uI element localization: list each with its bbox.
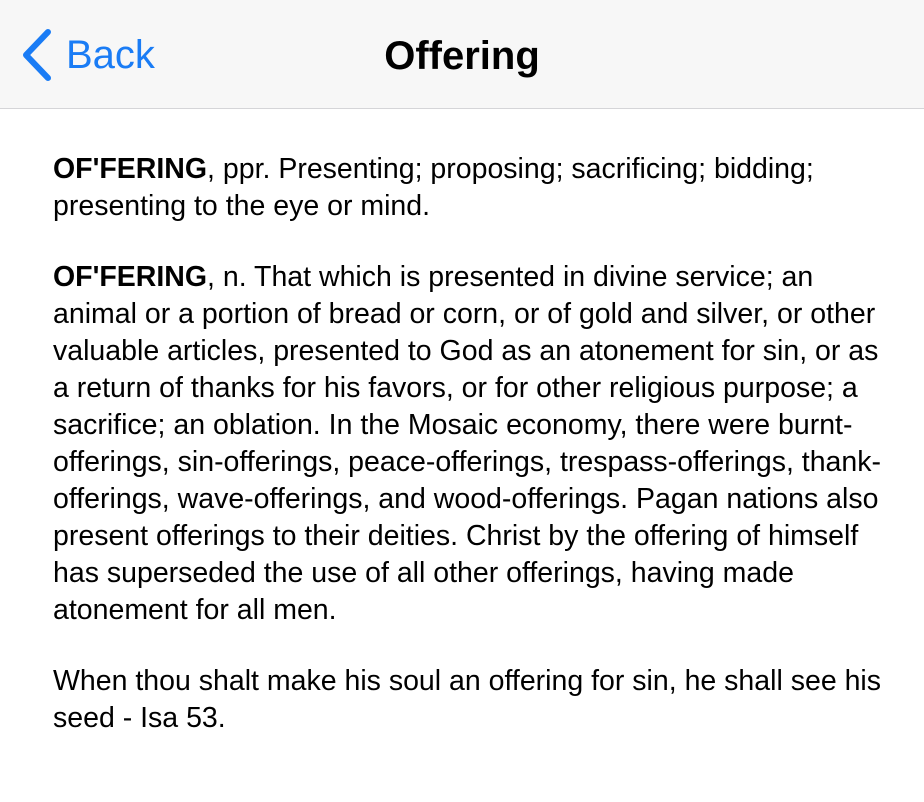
- definition-text: , n. That which is presented in divine service; an animal or a portion of bread or corn, or of gold and silver, or other valuable articles, presented to God as an atonement for sin, or as a return of thanks for his favors, or for other religious purpose; a sacrifice; an oblation. In the Mosaic economy, there were burnt-offerings, sin-offerings, peace-offerings, trespass-offerings, thank-offerings, wave-offerings, and wood-offerings. Pagan nations also present offerings to their deities. Christ by the offering of himself has superseded the use of all other offerings, having made atonement for all men.: [53, 261, 882, 626]
- navigation-bar: [0, 0, 924, 109]
- scripture-quote: When thou shalt make his soul an offering for sin, he shall see his seed - Isa 53.: [53, 665, 882, 734]
- definition-content: [53, 151, 883, 771]
- definition-entry-noun: [53, 259, 883, 629]
- definition-text: , ppr. Presenting; proposing; sacrificing; bidding; presenting to the eye or mind.: [53, 153, 814, 222]
- back-label: Back: [66, 33, 155, 77]
- headword: OF'FERING: [53, 153, 208, 185]
- headword: OF'FERING: [53, 261, 208, 293]
- page-title: Offering: [384, 34, 540, 78]
- definition-entry-participle: [53, 151, 883, 225]
